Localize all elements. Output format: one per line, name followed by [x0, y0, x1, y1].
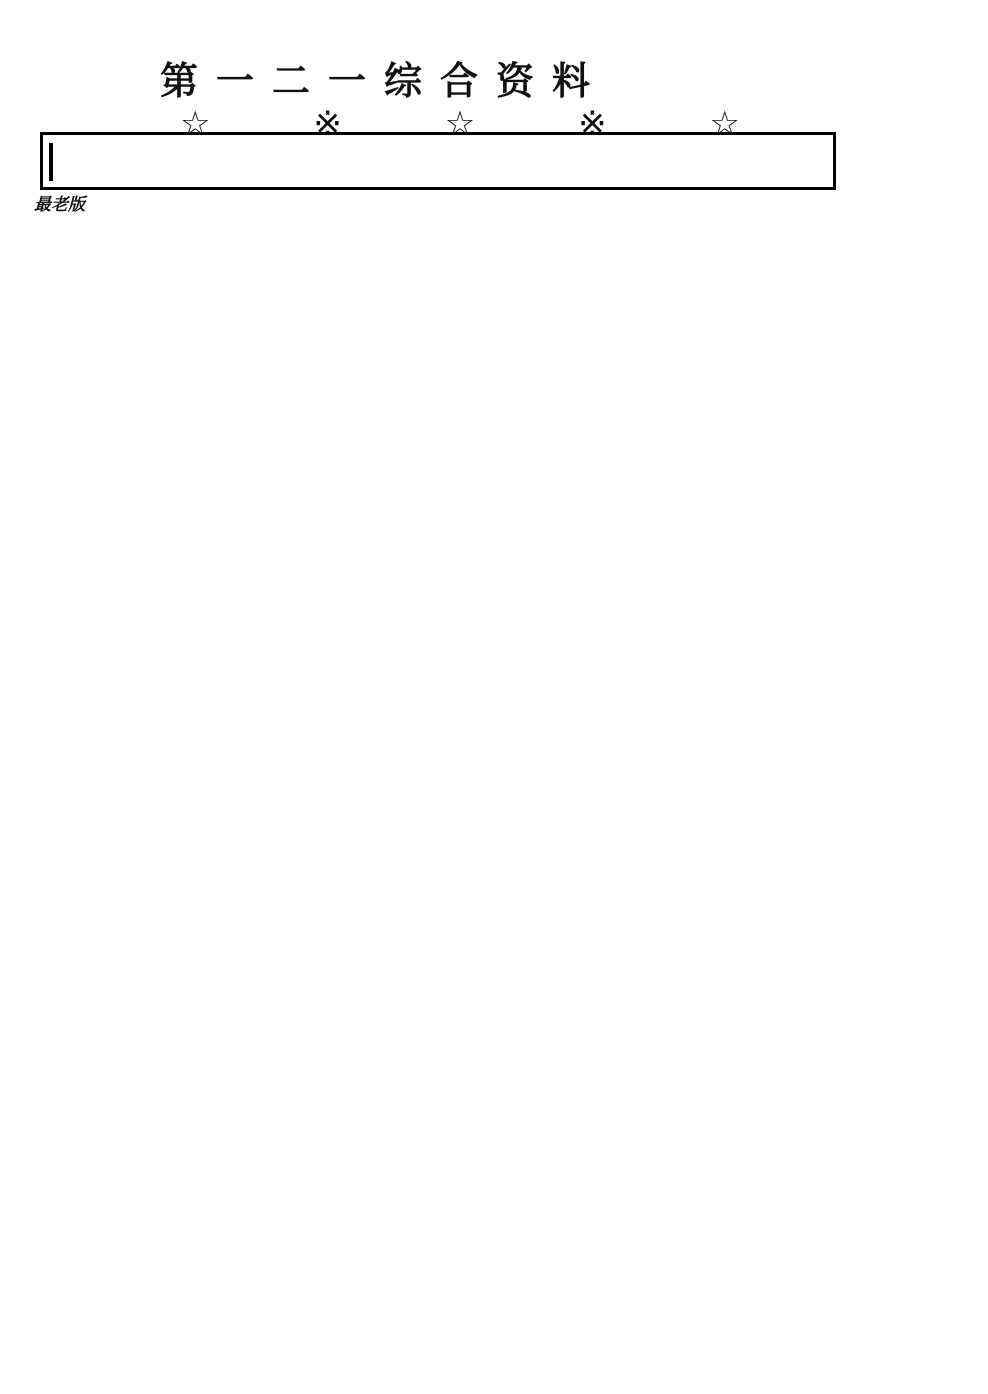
text-line	[30, 447, 970, 471]
empty-bordered-box	[40, 132, 836, 190]
text-line	[30, 826, 970, 850]
text-line	[30, 1158, 970, 1182]
text-line	[30, 613, 970, 637]
text-line	[30, 755, 970, 779]
text-line	[30, 897, 970, 921]
text-line	[30, 210, 970, 234]
text-line	[30, 542, 970, 566]
text-line	[30, 684, 970, 708]
text-line	[30, 257, 970, 281]
text-line	[30, 1063, 970, 1087]
text-line	[30, 850, 970, 874]
star-icon: ☆	[709, 104, 740, 144]
text-line	[30, 234, 970, 258]
text-line	[30, 1371, 970, 1394]
text-line	[30, 1252, 970, 1276]
text-line	[30, 1347, 970, 1371]
text-line	[30, 1110, 970, 1134]
reference-mark-icon: ※	[313, 104, 342, 144]
text-line	[30, 1039, 970, 1063]
text-line	[30, 352, 970, 376]
star-icon: ☆	[180, 104, 211, 144]
text-line	[30, 494, 970, 518]
text-line	[30, 707, 970, 731]
text-line	[30, 423, 970, 447]
reference-mark-icon: ※	[578, 104, 607, 144]
box-left-bar	[49, 143, 53, 181]
text-line	[30, 1134, 970, 1158]
text-line	[30, 779, 970, 803]
text-line	[30, 731, 970, 755]
text-line	[30, 1300, 970, 1324]
text-line	[30, 328, 970, 352]
text-line	[30, 471, 970, 495]
text-line	[30, 1276, 970, 1300]
document-title: 第一二一综合资料	[160, 58, 609, 103]
text-line	[30, 968, 970, 992]
text-line	[30, 518, 970, 542]
text-line	[30, 565, 970, 589]
text-line	[30, 281, 970, 305]
text-line	[30, 1086, 970, 1110]
text-line	[30, 660, 970, 684]
text-line	[30, 589, 970, 613]
text-line	[30, 1205, 970, 1229]
text-line	[30, 1015, 970, 1039]
text-line	[30, 921, 970, 945]
text-line	[30, 305, 970, 329]
text-line	[30, 1323, 970, 1347]
text-line	[30, 873, 970, 897]
text-line	[30, 376, 970, 400]
star-icon: ☆	[444, 104, 476, 144]
text-line	[30, 636, 970, 660]
text-line	[30, 944, 970, 968]
text-line	[30, 992, 970, 1016]
edition-label: 最老版	[34, 195, 85, 215]
text-line	[30, 400, 970, 424]
text-line	[30, 1229, 970, 1253]
text-line	[30, 802, 970, 826]
text-line	[30, 1181, 970, 1205]
text-body	[30, 210, 970, 1394]
